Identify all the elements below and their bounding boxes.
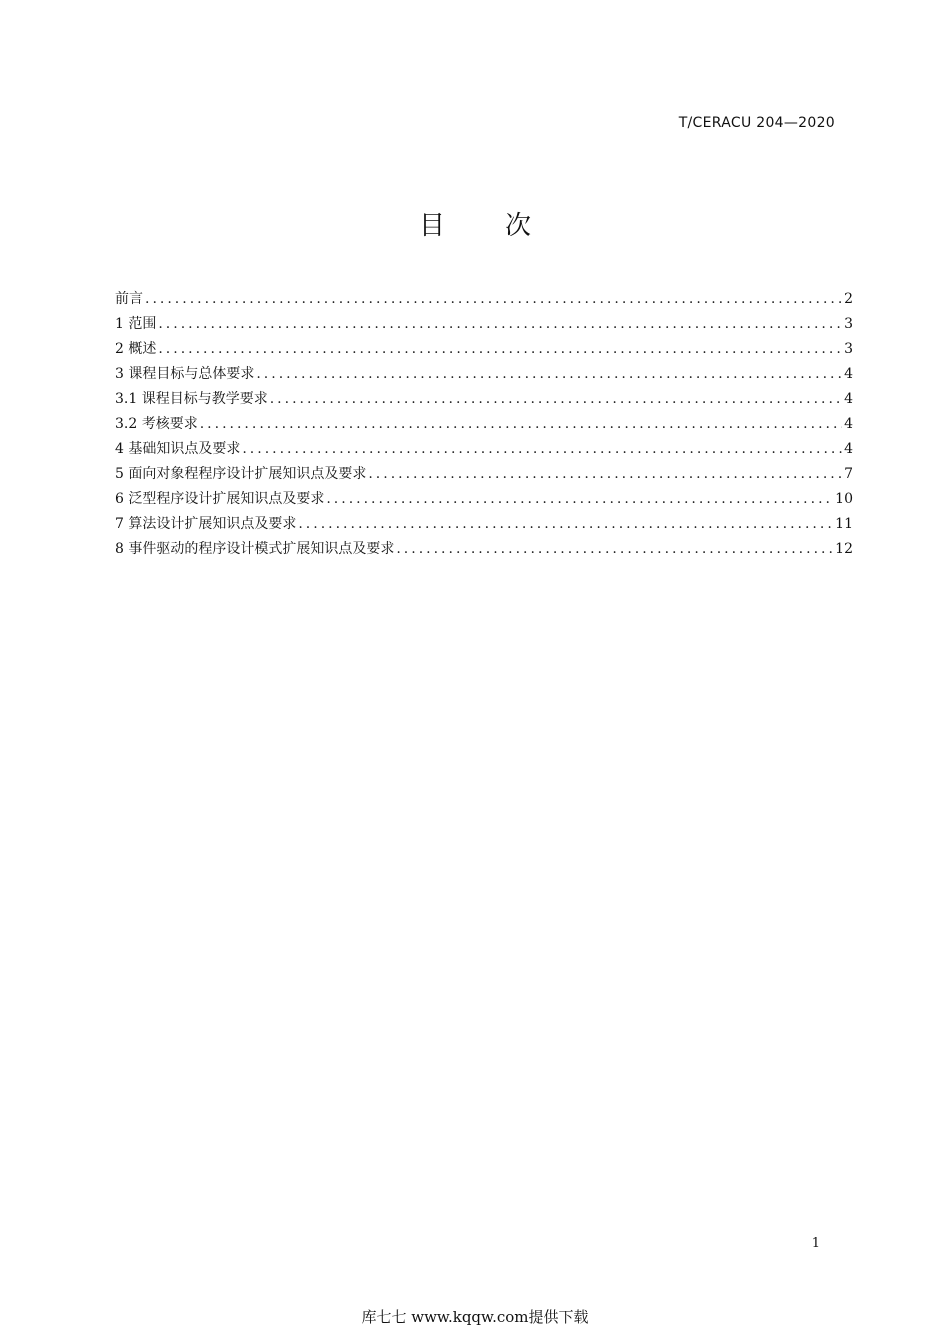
- standard-code: T/CERACU 204—2020: [678, 115, 835, 131]
- toc-entry-generic[interactable]: [115, 487, 853, 512]
- toc-leader: [298, 512, 833, 537]
- toc-entry-teaching-requirements[interactable]: [115, 387, 853, 412]
- toc-entry-label: 前言: [115, 291, 143, 307]
- toc-entry-page: 4: [844, 391, 853, 407]
- toc-entry-page: 4: [844, 366, 853, 382]
- toc-entry-page: 4: [844, 441, 853, 457]
- toc-entry-label: 3 课程目标与总体要求: [115, 366, 255, 382]
- toc-entry-page: 3: [844, 341, 853, 357]
- toc-entry-label: 8 事件驱动的程序设计模式扩展知识点及要求: [115, 541, 395, 557]
- toc-title: [0, 205, 950, 242]
- toc-entry-page: 7: [844, 466, 853, 482]
- toc-entry-page: 2: [844, 291, 853, 307]
- toc-entry-page: 3: [844, 316, 853, 332]
- toc-leader: [396, 537, 833, 562]
- toc-entry-label: 6 泛型程序设计扩展知识点及要求: [115, 491, 325, 507]
- toc-title-char-2: 次: [505, 211, 532, 241]
- toc-entry-assessment[interactable]: [115, 412, 853, 437]
- toc-leader: [158, 337, 842, 362]
- toc-leader: [256, 362, 842, 387]
- toc-entry-page: 10: [835, 491, 853, 507]
- toc-entry-label: 5 面向对象程程序设计扩展知识点及要求: [115, 466, 367, 482]
- toc-leader: [158, 312, 842, 337]
- toc-title-char-1: 目: [418, 211, 445, 241]
- toc-leader: [242, 437, 842, 462]
- toc-leader: [200, 412, 842, 437]
- toc-leader: [368, 462, 842, 487]
- toc-entry-basic-knowledge[interactable]: [115, 437, 853, 462]
- toc-entry-foreword[interactable]: [115, 287, 853, 312]
- toc-entry-label: 7 算法设计扩展知识点及要求: [115, 516, 297, 532]
- toc-list: [115, 287, 853, 562]
- toc-leader: [326, 487, 833, 512]
- toc-entry-course-goals[interactable]: [115, 362, 853, 387]
- toc-entry-event-driven[interactable]: [115, 537, 853, 562]
- toc-entry-oop[interactable]: [115, 462, 853, 487]
- toc-entry-label: 1 范围: [115, 316, 157, 332]
- toc-leader: [270, 387, 842, 412]
- toc-entry-label: 3.1 课程目标与教学要求: [115, 391, 268, 407]
- toc-entry-scope[interactable]: [115, 312, 853, 337]
- page-number: 1: [811, 1236, 820, 1251]
- toc-entry-page: 11: [835, 516, 853, 532]
- toc-entry-label: 2 概述: [115, 341, 157, 357]
- toc-leader: [145, 287, 842, 312]
- download-watermark: 库七七 www.kqqw.com提供下载: [361, 1308, 589, 1326]
- toc-entry-algorithm[interactable]: [115, 512, 853, 537]
- toc-entry-page: 4: [844, 416, 853, 432]
- toc-entry-label: 3.2 考核要求: [115, 416, 198, 432]
- toc-entry-overview[interactable]: [115, 337, 853, 362]
- toc-entry-page: 12: [835, 541, 853, 557]
- toc-entry-label: 4 基础知识点及要求: [115, 441, 241, 457]
